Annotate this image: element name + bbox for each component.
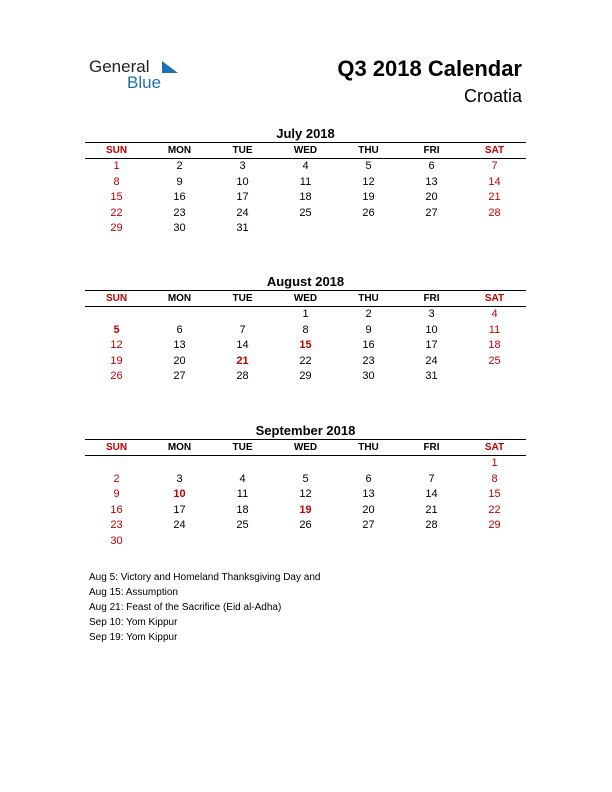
empty-day-cell	[85, 307, 148, 323]
day-cell: 9	[365, 323, 372, 336]
day-cell: 15	[488, 488, 501, 500]
empty-day-cell	[148, 456, 211, 472]
month-block	[85, 125, 526, 237]
weekday-label: WED	[293, 442, 318, 453]
weekday-label: FRI	[423, 442, 440, 453]
day-cell: 6	[428, 160, 435, 172]
day-cell: 23	[173, 206, 186, 219]
weekday-label: SUN	[105, 145, 128, 156]
week-row	[85, 159, 526, 175]
logo-triangle-icon	[162, 61, 178, 73]
day-cell: 3	[176, 472, 183, 485]
weekday-header-row	[85, 291, 526, 306]
empty-day-cell	[463, 369, 526, 385]
day-cell: 11	[488, 323, 501, 336]
empty-day-cell	[463, 221, 526, 237]
week-row	[85, 456, 526, 472]
weekday-label: THU	[358, 293, 379, 304]
day-cell: 14	[488, 175, 501, 188]
day-cell: 1	[113, 160, 120, 172]
day-cell: 28	[425, 519, 438, 531]
day-cell: 12	[110, 339, 123, 351]
day-cell: 10	[236, 175, 249, 188]
day-cell: 23	[362, 354, 375, 367]
empty-day-cell	[400, 534, 463, 550]
day-cell: 2	[113, 472, 120, 485]
week-row	[85, 518, 526, 534]
day-cell: 9	[113, 488, 120, 500]
empty-day-cell	[211, 307, 274, 323]
weekday-label: WED	[293, 293, 318, 304]
day-cell: 26	[299, 519, 312, 531]
month-block	[85, 273, 526, 385]
day-cell: 16	[110, 503, 123, 516]
day-cell: 24	[425, 354, 438, 367]
day-cell: 27	[362, 519, 375, 531]
day-cell: 17	[425, 339, 438, 351]
month-block	[85, 422, 526, 549]
day-cell: 13	[425, 175, 438, 188]
empty-day-cell	[463, 534, 526, 550]
day-cell: 3	[239, 160, 246, 172]
empty-day-cell	[211, 534, 274, 550]
holiday-note: Aug 21: Feast of the Sacrifice (Eid al-Adha)	[89, 602, 282, 613]
day-cell: 9	[176, 175, 183, 188]
day-cell: 24	[236, 206, 249, 219]
weekday-label: THU	[358, 145, 379, 156]
day-cell: 15	[110, 191, 123, 203]
day-cell: 22	[488, 503, 501, 516]
weekday-label: FRI	[423, 145, 440, 156]
day-cell: 29	[110, 222, 123, 234]
weekday-label: FRI	[423, 293, 440, 304]
day-cell: 25	[236, 519, 249, 531]
empty-day-cell	[400, 221, 463, 237]
weekday-header-row	[85, 143, 526, 158]
day-cell: 24	[173, 519, 186, 531]
day-cell: 29	[299, 370, 312, 382]
day-cell: 13	[362, 488, 375, 500]
day-cell: 4	[491, 308, 498, 320]
empty-day-cell	[337, 456, 400, 472]
week-row	[85, 354, 526, 370]
day-cell: 11	[236, 488, 249, 500]
day-cell: 12	[299, 488, 312, 500]
day-cell: 20	[425, 191, 438, 203]
week-row	[85, 190, 526, 206]
empty-day-cell	[337, 221, 400, 237]
day-cell: 8	[113, 175, 120, 188]
weekday-label: SUN	[105, 293, 128, 304]
empty-day-cell	[85, 456, 148, 472]
weekday-label: MON	[167, 293, 192, 304]
empty-day-cell	[274, 221, 337, 237]
day-cell: 2	[365, 308, 372, 320]
day-cell: 6	[176, 323, 183, 336]
day-cell: 5	[365, 160, 372, 172]
day-cell: 13	[173, 339, 186, 351]
weekday-label: MON	[167, 442, 192, 453]
day-cell: 3	[428, 308, 435, 320]
week-row	[85, 369, 526, 385]
day-cell: 14	[236, 339, 249, 351]
month-title: August 2018	[266, 274, 345, 289]
weekday-label: THU	[358, 442, 379, 453]
day-cell: 29	[488, 519, 501, 531]
week-row	[85, 503, 526, 519]
week-row	[85, 472, 526, 488]
day-cell: 11	[299, 175, 312, 188]
day-cell: 31	[425, 370, 438, 382]
day-cell: 30	[362, 370, 375, 382]
day-cell: 5	[302, 472, 309, 485]
day-cell: 22	[110, 206, 123, 219]
logo	[89, 57, 199, 93]
empty-day-cell	[211, 456, 274, 472]
holiday-note: Aug 5: Victory and Homeland Thanksgiving Day and	[89, 572, 321, 583]
day-cell: 17	[236, 191, 249, 203]
day-cell: 4	[302, 160, 309, 172]
day-cell: 25	[488, 354, 501, 367]
day-cell: 18	[299, 191, 312, 203]
month-title: July 2018	[276, 126, 335, 141]
day-cell: 27	[425, 206, 438, 219]
page-subtitle: Croatia	[463, 86, 522, 106]
weekday-header-row	[85, 440, 526, 455]
empty-day-cell	[274, 456, 337, 472]
day-cell: 18	[488, 339, 501, 351]
empty-day-cell	[148, 307, 211, 323]
weekday-label: SAT	[484, 145, 505, 156]
day-cell: 2	[176, 160, 183, 172]
day-cell: 5	[113, 323, 120, 336]
weekday-label: MON	[167, 145, 192, 156]
holiday-note: Sep 10: Yom Kippur	[89, 617, 178, 628]
logo-word-general: General	[89, 57, 150, 76]
week-row	[85, 307, 526, 323]
day-cell: 18	[236, 503, 249, 516]
day-cell: 31	[236, 222, 249, 234]
day-cell: 17	[173, 503, 186, 516]
week-row	[85, 338, 526, 354]
empty-day-cell	[337, 534, 400, 550]
empty-day-cell	[400, 456, 463, 472]
holiday-notes	[89, 570, 320, 645]
day-cell: 19	[362, 191, 375, 203]
weekday-label: SAT	[484, 442, 505, 453]
page-title: Q3 2018 Calendar	[337, 56, 522, 81]
day-cell: 20	[362, 503, 375, 516]
day-cell: 28	[488, 206, 501, 219]
day-cell: 12	[362, 175, 375, 188]
day-cell: 8	[491, 472, 498, 485]
holiday-note: Aug 15: Assumption	[89, 587, 178, 598]
day-cell: 28	[236, 370, 249, 382]
day-cell: 23	[110, 519, 123, 531]
day-cell: 1	[491, 457, 498, 469]
week-row	[85, 206, 526, 222]
day-cell: 30	[110, 534, 123, 547]
day-cell: 16	[362, 339, 375, 351]
week-row	[85, 323, 526, 339]
weekday-label: TUE	[232, 145, 253, 156]
day-cell: 26	[362, 206, 375, 219]
week-row	[85, 487, 526, 503]
empty-day-cell	[274, 534, 337, 550]
logo-word-blue: Blue	[127, 73, 162, 92]
day-cell: 10	[425, 323, 438, 336]
day-cell: 16	[173, 191, 186, 203]
day-cell: 7	[491, 160, 498, 172]
day-cell: 14	[425, 488, 438, 500]
day-cell: 7	[428, 472, 435, 485]
day-cell: 21	[425, 503, 438, 516]
day-cell: 7	[239, 323, 246, 336]
day-cell: 19	[299, 503, 312, 516]
day-cell: 25	[299, 206, 312, 219]
weekday-label: WED	[293, 145, 318, 156]
week-row	[85, 534, 526, 550]
day-cell: 26	[110, 370, 123, 382]
day-cell: 19	[110, 354, 123, 367]
day-cell: 20	[173, 354, 186, 367]
weekday-label: SUN	[105, 442, 128, 453]
weekday-label: TUE	[232, 442, 253, 453]
week-row	[85, 175, 526, 191]
month-title: September 2018	[255, 423, 356, 438]
empty-day-cell	[148, 534, 211, 550]
weekday-label: SAT	[484, 293, 505, 304]
day-cell: 6	[365, 472, 372, 485]
day-cell: 21	[488, 191, 501, 203]
day-cell: 22	[299, 354, 312, 367]
day-cell: 1	[302, 308, 309, 320]
weekday-label: TUE	[232, 293, 253, 304]
day-cell: 27	[173, 370, 186, 382]
day-cell: 30	[173, 222, 186, 234]
day-cell: 21	[236, 354, 249, 367]
day-cell: 8	[302, 323, 309, 336]
day-cell: 10	[173, 488, 186, 500]
holiday-note: Sep 19: Yom Kippur	[89, 632, 178, 643]
day-cell: 15	[299, 339, 312, 351]
day-cell: 4	[239, 472, 246, 485]
week-row	[85, 221, 526, 237]
